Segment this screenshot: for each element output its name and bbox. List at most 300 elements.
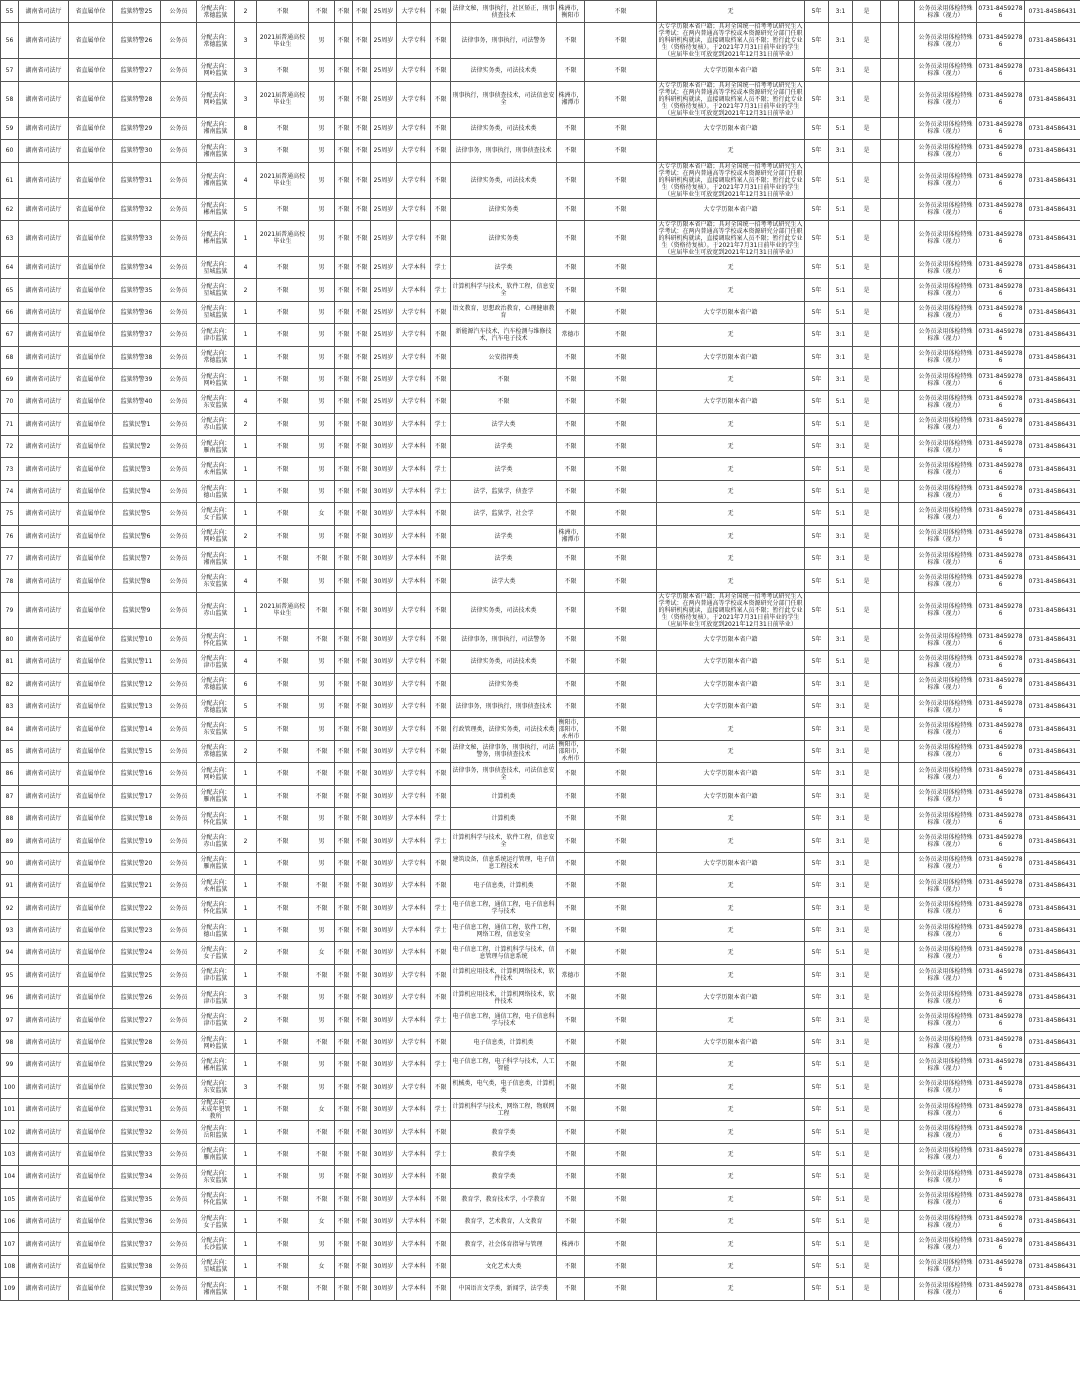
position-type: 公务员: [161, 480, 197, 502]
unit-level: 省直属单位: [69, 740, 113, 762]
sex: 不限: [309, 763, 335, 785]
major: 法律实务类: [451, 673, 557, 695]
ratio: 5:1: [829, 279, 853, 301]
other: 不限: [585, 162, 657, 198]
headcount: 4: [235, 651, 257, 673]
physical-test: 公务员录用体检特殊标准（视力）: [915, 220, 977, 256]
row-number: 92: [1, 897, 19, 919]
phone-2: 0731-84586431: [1025, 1233, 1080, 1255]
blank2: [899, 1076, 915, 1098]
education: 大学本科: [397, 413, 431, 435]
politics: 不限: [353, 830, 371, 852]
politics: 不限: [353, 919, 371, 941]
politics: 不限: [353, 346, 371, 368]
blank: [881, 1076, 899, 1098]
blank: [881, 1233, 899, 1255]
department: 湖南省司法厅: [19, 458, 69, 480]
position-name: 监狱民警37: [113, 1233, 161, 1255]
major: 法律文秘，刑事执行，社区矫正，刑事侦查技术: [451, 1, 557, 23]
unit-level: 省直属单位: [69, 785, 113, 807]
nation: 不限: [335, 1099, 353, 1121]
position-name: 监狱特警35: [113, 279, 161, 301]
ratio: 3:1: [829, 140, 853, 162]
phone-2: 0731-84586431: [1025, 23, 1080, 59]
phone-2: 0731-84586431: [1025, 718, 1080, 740]
blank: [881, 763, 899, 785]
age: 25周岁: [371, 256, 397, 278]
degree: 不限: [431, 1031, 451, 1053]
physical-test: 公务员录用体检特殊标准（视力）: [915, 117, 977, 139]
sex: 男: [309, 279, 335, 301]
department: 湖南省司法厅: [19, 807, 69, 829]
degree: 不限: [431, 740, 451, 762]
age: 25周岁: [371, 81, 397, 117]
source: 不限: [257, 140, 309, 162]
source: 不限: [257, 875, 309, 897]
region: 不限: [557, 391, 585, 413]
education: 大学本科: [397, 1255, 431, 1277]
service-years: 5年: [805, 503, 829, 525]
blank2: [899, 81, 915, 117]
degree: 不限: [431, 23, 451, 59]
table-row: [1, 1076, 1080, 1098]
assignment: 分配去向：湘南监狱: [197, 117, 235, 139]
service-years: 5年: [805, 324, 829, 346]
service-years: 5年: [805, 1255, 829, 1277]
position-name: 监狱民警7: [113, 548, 161, 570]
blank: [881, 548, 899, 570]
politics: 不限: [353, 570, 371, 592]
blank2: [899, 458, 915, 480]
age: 30周岁: [371, 1210, 397, 1232]
nation: 不限: [335, 852, 353, 874]
nation: 不限: [335, 763, 353, 785]
other: 不限: [585, 1009, 657, 1031]
table-row: [1, 1121, 1080, 1143]
nation: 不限: [335, 830, 353, 852]
position-type: 公务员: [161, 1188, 197, 1210]
conditions: 无: [657, 807, 805, 829]
nation: 不限: [335, 1188, 353, 1210]
unit-level: 省直属单位: [69, 987, 113, 1009]
unit-level: 省直属单位: [69, 301, 113, 323]
physical-test: 公务员录用体检特殊标准（视力）: [915, 324, 977, 346]
region: 不限: [557, 592, 585, 628]
table-row: [1, 81, 1080, 117]
source: 不限: [257, 718, 309, 740]
assignment: 分配去向：网岭监狱: [197, 525, 235, 547]
ratio: 3:1: [829, 81, 853, 117]
phone-1: 0731-84592786: [977, 1, 1025, 23]
position-name: 监狱民警30: [113, 1076, 161, 1098]
table-row: [1, 651, 1080, 673]
blank: [881, 301, 899, 323]
position-name: 监狱特警39: [113, 368, 161, 390]
row-number: 86: [1, 763, 19, 785]
other: 不限: [585, 81, 657, 117]
unit-level: 省直属单位: [69, 1009, 113, 1031]
education: 大学专科: [397, 220, 431, 256]
blank2: [899, 1188, 915, 1210]
position-name: 监狱民警15: [113, 740, 161, 762]
unit-level: 省直属单位: [69, 458, 113, 480]
position-type: 公务员: [161, 140, 197, 162]
ratio: 3:1: [829, 875, 853, 897]
phone-2: 0731-84586431: [1025, 548, 1080, 570]
unit-level: 省直属单位: [69, 1233, 113, 1255]
table-row: [1, 391, 1080, 413]
ratio: 5:1: [829, 256, 853, 278]
politics: 不限: [353, 1166, 371, 1188]
age: 30周岁: [371, 807, 397, 829]
nation: 不限: [335, 1278, 353, 1300]
assignment: 分配去向：怀化监狱: [197, 807, 235, 829]
unit-level: 省直属单位: [69, 570, 113, 592]
major: 教育学类: [451, 1121, 557, 1143]
physical-test: 公务员录用体检特殊标准（视力）: [915, 987, 977, 1009]
row-number: 73: [1, 458, 19, 480]
major: 教育学，艺术教育，人文教育: [451, 1210, 557, 1232]
phone-1: 0731-84592786: [977, 740, 1025, 762]
position-type: 公务员: [161, 1278, 197, 1300]
education: 大学专科: [397, 651, 431, 673]
ratio: 3:1: [829, 368, 853, 390]
phone-2: 0731-84586431: [1025, 458, 1080, 480]
position-name: 监狱民警25: [113, 964, 161, 986]
conditions: 无: [657, 140, 805, 162]
education: 大学专科: [397, 964, 431, 986]
nation: 不限: [335, 413, 353, 435]
assignment: 分配去向：常德监狱: [197, 740, 235, 762]
physical-test: 公务员录用体检特殊标准（视力）: [915, 413, 977, 435]
phone-1: 0731-84592786: [977, 1210, 1025, 1232]
headcount: 1: [235, 785, 257, 807]
sex: 不限: [309, 592, 335, 628]
conditions: 大专学历限本省户籍: [657, 785, 805, 807]
degree: 不限: [431, 548, 451, 570]
degree: 不限: [431, 391, 451, 413]
unit-level: 省直属单位: [69, 1054, 113, 1076]
position-name: 监狱民警13: [113, 695, 161, 717]
position-name: 监狱民警36: [113, 1210, 161, 1232]
blank2: [899, 964, 915, 986]
table-row: [1, 525, 1080, 547]
position-name: 监狱特警28: [113, 81, 161, 117]
politics: 不限: [353, 458, 371, 480]
row-number: 59: [1, 117, 19, 139]
phone-1: 0731-84592786: [977, 59, 1025, 81]
exam-flag: 是: [853, 1, 881, 23]
table-row: [1, 852, 1080, 874]
exam-flag: 是: [853, 140, 881, 162]
degree: 学士: [431, 1009, 451, 1031]
table-row: [1, 763, 1080, 785]
politics: 不限: [353, 1233, 371, 1255]
blank2: [899, 919, 915, 941]
unit-level: 省直属单位: [69, 628, 113, 650]
conditions: 大专学历限本省户籍: [657, 391, 805, 413]
blank: [881, 1278, 899, 1300]
phone-2: 0731-84586431: [1025, 942, 1080, 964]
service-years: 5年: [805, 1121, 829, 1143]
politics: 不限: [353, 987, 371, 1009]
blank2: [899, 651, 915, 673]
degree: 不限: [431, 628, 451, 650]
blank2: [899, 942, 915, 964]
ratio: 5:1: [829, 391, 853, 413]
physical-test: 公务员录用体检特殊标准（视力）: [915, 525, 977, 547]
ratio: 5:1: [829, 458, 853, 480]
politics: 不限: [353, 1278, 371, 1300]
exam-flag: 是: [853, 436, 881, 458]
assignment: 分配去向：常德监狱: [197, 695, 235, 717]
unit-level: 省直属单位: [69, 1121, 113, 1143]
region: 不限: [557, 220, 585, 256]
assignment: 分配去向：郴州监狱: [197, 1054, 235, 1076]
education: 大学本科: [397, 1233, 431, 1255]
ratio: 3:1: [829, 695, 853, 717]
other: 不限: [585, 436, 657, 458]
ratio: 3:1: [829, 785, 853, 807]
region: 株洲市，湘潭市: [557, 525, 585, 547]
education: 大学专科: [397, 740, 431, 762]
department: 湖南省司法厅: [19, 695, 69, 717]
unit-level: 省直属单位: [69, 852, 113, 874]
age: 30周岁: [371, 695, 397, 717]
table-row: [1, 324, 1080, 346]
age: 25周岁: [371, 220, 397, 256]
source: 不限: [257, 1188, 309, 1210]
headcount: 4: [235, 570, 257, 592]
sex: 不限: [309, 964, 335, 986]
other: 不限: [585, 391, 657, 413]
position-name: 监狱特警31: [113, 162, 161, 198]
unit-level: 省直属单位: [69, 1255, 113, 1277]
position-name: 监狱特警29: [113, 117, 161, 139]
assignment: 分配去向：东安监狱: [197, 570, 235, 592]
unit-level: 省直属单位: [69, 942, 113, 964]
politics: 不限: [353, 897, 371, 919]
major: 计算机科学与技术，软件工程，信息安全: [451, 279, 557, 301]
phone-1: 0731-84592786: [977, 897, 1025, 919]
other: 不限: [585, 1210, 657, 1232]
service-years: 5年: [805, 763, 829, 785]
education: 大学专科: [397, 23, 431, 59]
blank2: [899, 1031, 915, 1053]
phone-2: 0731-84586431: [1025, 1121, 1080, 1143]
physical-test: 公务员录用体检特殊标准（视力）: [915, 807, 977, 829]
row-number: 70: [1, 391, 19, 413]
headcount: 1: [235, 852, 257, 874]
blank2: [899, 1255, 915, 1277]
source: 不限: [257, 695, 309, 717]
physical-test: 公务员录用体检特殊标准（视力）: [915, 23, 977, 59]
sex: 男: [309, 525, 335, 547]
nation: 不限: [335, 117, 353, 139]
position-name: 监狱民警10: [113, 628, 161, 650]
degree: 学士: [431, 1143, 451, 1165]
physical-test: 公务员录用体检特殊标准（视力）: [915, 1210, 977, 1232]
conditions: 无: [657, 458, 805, 480]
table-row: [1, 436, 1080, 458]
phone-1: 0731-84592786: [977, 117, 1025, 139]
age: 30周岁: [371, 1121, 397, 1143]
ratio: 5:1: [829, 503, 853, 525]
age: 30周岁: [371, 1076, 397, 1098]
headcount: 1: [235, 628, 257, 650]
physical-test: 公务员录用体检特殊标准（视力）: [915, 436, 977, 458]
blank: [881, 987, 899, 1009]
headcount: 4: [235, 256, 257, 278]
exam-flag: 是: [853, 59, 881, 81]
major: 法律事务，刑事执行，刑事侦查技术: [451, 695, 557, 717]
politics: 不限: [353, 81, 371, 117]
ratio: 3:1: [829, 59, 853, 81]
phone-2: 0731-84586431: [1025, 436, 1080, 458]
blank: [881, 346, 899, 368]
major: 中国语言文学类，新闻学，法学类: [451, 1278, 557, 1300]
position-name: 监狱特警36: [113, 301, 161, 323]
blank2: [899, 117, 915, 139]
sex: 男: [309, 807, 335, 829]
table-row: [1, 740, 1080, 762]
source: 不限: [257, 1143, 309, 1165]
other: 不限: [585, 807, 657, 829]
assignment: 分配去向：津市监狱: [197, 651, 235, 673]
region: 不限: [557, 1009, 585, 1031]
phone-2: 0731-84586431: [1025, 1278, 1080, 1300]
source: 不限: [257, 807, 309, 829]
politics: 不限: [353, 1009, 371, 1031]
politics: 不限: [353, 785, 371, 807]
phone-2: 0731-84586431: [1025, 1076, 1080, 1098]
other: 不限: [585, 592, 657, 628]
phone-2: 0731-84586431: [1025, 140, 1080, 162]
assignment: 分配去向：赤山监狱: [197, 413, 235, 435]
age: 30周岁: [371, 1031, 397, 1053]
degree: 不限: [431, 198, 451, 220]
physical-test: 公务员录用体检特殊标准（视力）: [915, 391, 977, 413]
position-type: 公务员: [161, 391, 197, 413]
blank2: [899, 1143, 915, 1165]
unit-level: 省直属单位: [69, 368, 113, 390]
sex: 男: [309, 830, 335, 852]
row-number: 66: [1, 301, 19, 323]
region: 不限: [557, 548, 585, 570]
row-number: 77: [1, 548, 19, 570]
source: 不限: [257, 548, 309, 570]
ratio: 5:1: [829, 942, 853, 964]
age: 30周岁: [371, 919, 397, 941]
service-years: 5年: [805, 1099, 829, 1121]
nation: 不限: [335, 81, 353, 117]
nation: 不限: [335, 301, 353, 323]
position-type: 公务员: [161, 1255, 197, 1277]
nation: 不限: [335, 695, 353, 717]
position-type: 公务员: [161, 1099, 197, 1121]
politics: 不限: [353, 592, 371, 628]
position-name: 监狱民警22: [113, 897, 161, 919]
other: 不限: [585, 346, 657, 368]
conditions: 大专学历限本省户籍；具对全国统一招考考试研究生入学考试：在两内普通高等学校或本资源研究分部门任职的科研机构就读，直接调取档案人员不限；暂行此专业生（资格待复核）。于2021年7月31日前毕业的学生（应届毕业生可放宽到2021年12月31日前毕业）: [658, 162, 803, 198]
major: 文化艺术大类: [451, 1255, 557, 1277]
headcount: 1: [235, 807, 257, 829]
blank: [881, 503, 899, 525]
degree: 不限: [431, 1121, 451, 1143]
ratio: 5:1: [829, 198, 853, 220]
age: 25周岁: [371, 324, 397, 346]
physical-test: 公务员录用体检特殊标准（视力）: [915, 785, 977, 807]
phone-1: 0731-84592786: [977, 256, 1025, 278]
assignment: 分配去向：雁南监狱: [197, 436, 235, 458]
politics: 不限: [353, 1188, 371, 1210]
position-name: 监狱民警32: [113, 1121, 161, 1143]
ratio: 3:1: [829, 718, 853, 740]
physical-test: 公务员录用体检特殊标准（视力）: [915, 942, 977, 964]
phone-2: 0731-84586431: [1025, 301, 1080, 323]
blank: [881, 1210, 899, 1232]
sex: 不限: [309, 1121, 335, 1143]
blank2: [899, 413, 915, 435]
phone-1: 0731-84592786: [977, 220, 1025, 256]
headcount: 2: [235, 1, 257, 23]
blank2: [899, 763, 915, 785]
nation: 不限: [335, 1054, 353, 1076]
department: 湖南省司法厅: [19, 436, 69, 458]
position-name: 监狱民警16: [113, 763, 161, 785]
service-years: 5年: [805, 897, 829, 919]
source: 不限: [257, 117, 309, 139]
region: 不限: [557, 198, 585, 220]
other: 不限: [585, 1121, 657, 1143]
age: 30周岁: [371, 1233, 397, 1255]
other: 不限: [585, 198, 657, 220]
service-years: 5年: [805, 919, 829, 941]
table-row: [1, 1166, 1080, 1188]
other: 不限: [585, 570, 657, 592]
region: 不限: [557, 897, 585, 919]
position-name: 监狱民警19: [113, 830, 161, 852]
service-years: 5年: [805, 964, 829, 986]
age: 30周岁: [371, 1099, 397, 1121]
education: 大学专科: [397, 198, 431, 220]
position-name: 监狱民警14: [113, 718, 161, 740]
row-number: 101: [1, 1099, 19, 1121]
blank2: [899, 673, 915, 695]
phone-2: 0731-84586431: [1025, 81, 1080, 117]
age: 30周岁: [371, 942, 397, 964]
conditions: 无: [657, 1166, 805, 1188]
education: 大学本科: [397, 1009, 431, 1031]
service-years: 5年: [805, 23, 829, 59]
blank: [881, 413, 899, 435]
ratio: 3:1: [829, 897, 853, 919]
conditions: 无: [657, 964, 805, 986]
phone-2: 0731-84586431: [1025, 651, 1080, 673]
education: 大学专科: [397, 162, 431, 198]
age: 30周岁: [371, 1143, 397, 1165]
phone-2: 0731-84586431: [1025, 1188, 1080, 1210]
assignment: 分配去向：女子监狱: [197, 942, 235, 964]
source: 不限: [257, 570, 309, 592]
ratio: 3:1: [829, 830, 853, 852]
age: 25周岁: [371, 279, 397, 301]
phone-1: 0731-84592786: [977, 162, 1025, 198]
assignment: 分配去向：永州监狱: [197, 875, 235, 897]
other: 不限: [585, 875, 657, 897]
position-name: 监狱民警20: [113, 852, 161, 874]
table-row: [1, 919, 1080, 941]
